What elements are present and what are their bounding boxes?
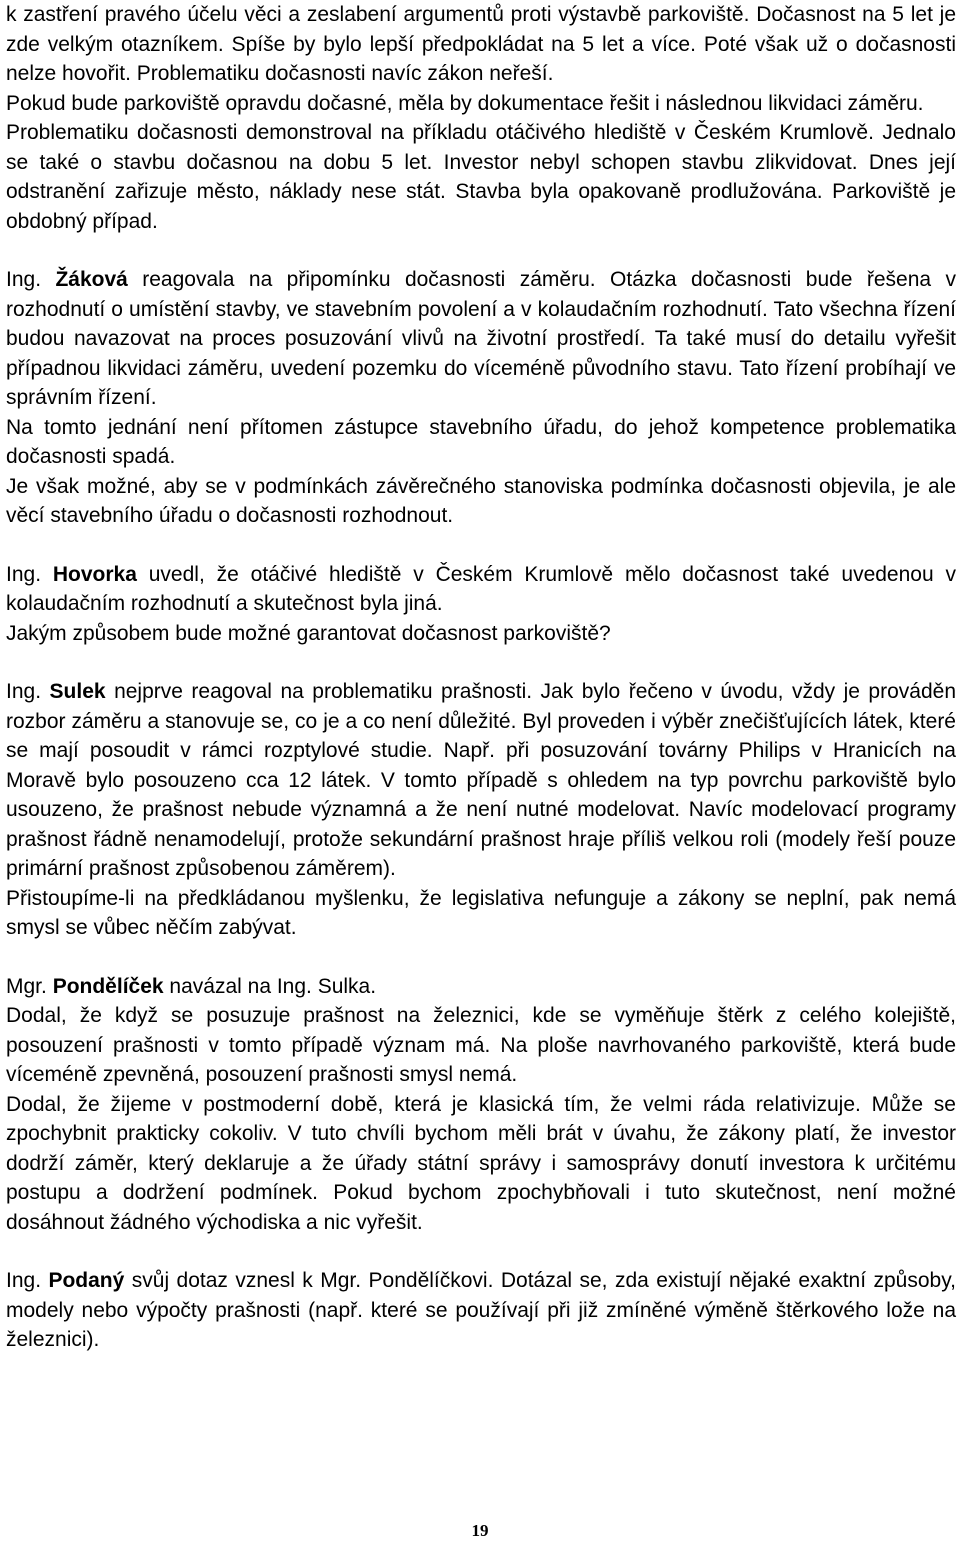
paragraph-sulek [6,677,956,943]
speaker-statement [6,1266,956,1355]
speaker-name: Žáková [55,268,128,291]
paragraph-zakova [6,265,956,531]
statement-text: uvedl, že otáčivé hlediště v Českém Krumlově mělo dočasnost také uvedenou v kolaudačním rozhodnutí a skutečnost byla jiná. [6,562,956,615]
page-number: 19 [471,1521,489,1540]
speaker-statement [6,972,956,1002]
speaker-title: Ing. [6,680,42,703]
text-line: Dodal, že když se posuzuje prašnost na železnici, kde se vyměňuje štěrk z celého kolejiště, posouzení prašnosti v tomto případě význam má. Na ploše navrhovaného parkoviště, která bude víceméně zpevněná, posouzení prašnosti smysl nemá. [6,1004,956,1086]
speaker-name: Podaný [48,1269,125,1292]
text-line: Problematiku dočasnosti demonstroval na příkladu otáčivého hlediště v Českém Krumlově. Jednalo se také o stavbu dočasnou na dobu 5 let. Investor nebyl schopen stavbu zlikvidovat. Dnes její odstranění zařizuje město, náklady nese stát. Stavba byla opakovaně prodlužována. Parkoviště je obdobný případ. [6,121,956,233]
statement-text: nejprve reagoval na problematiku prašnosti. Jak bylo řečeno v úvodu, vždy je prováděn rozbor záměru a stanovuje se, co je a co není důležité. Byl proveden i výběr znečišťujících látek, které se mají posoudit v rámci rozptylové studie. Např. při posuzování továrny Philips v Hranicích na Moravě bylo posouzeno cca 12 látek. V tomto případě s ohledem na typ povrchu parkoviště bylo usouzeno, že prašnost nebude významná a že není nutné modelovat. Navíc modelovací programy prašnost řádně nenamodelují, protože sekundární prašnost hraje příliš velkou roli (modely řeší pouze primární prašnost způsobenou záměrem). [6,680,957,880]
text-line: Dodal, že žijeme v postmoderní době, která je klasická tím, že velmi ráda relativizuje. Může se zpochybnit prakticky cokoliv. V tuto chvíli bychom měli brát v úvahu, že zákony platí, že investor dodrží záměr, který deklaruje a že úřady státní správy i samosprávy donutí investora k určitému postupu a dodržení podmínek. Pokud bychom zpochybňovali i tuto skutečnost, není možné dosáhnout žádného východiska a nic vyřešit. [6,1092,956,1234]
text-line: Jakým způsobem bude možné garantovat dočasnost parkoviště? [6,621,611,645]
paragraph-pondelicek [6,972,956,1238]
statement-text: svůj dotaz vznesl k Mgr. Pondělíčkovi. Dotázal se, zda existují nějaké exaktní způsoby, modely nebo výpočty prašnosti (např. které se používají při již zmíněné výměně štěrkového lože na železnici). [6,1269,956,1351]
speaker-statement [6,677,956,884]
paragraph-hovorka [6,560,956,649]
speaker-title: Mgr. [6,974,47,998]
statement-text: reagovala na připomínku dočasnosti záměru. Otázka dočasnosti bude řešena v rozhodnutí o umístění stavby, ve stavebním povolení a v kolaudačním rozhodnutí. Tato všechna řízení budou navazovat na proces posuzování vlivů na životní prostředí. Ta také musí do detailu vyřešit případnou likvidaci záměru, uvedení pozemku do víceméně původního stavu. Tato řízení probíhají ve správním řízení. [6,268,957,409]
text-line: Pokud bude parkoviště opravdu dočasné, měla by dokumentace řešit i následnou likvidaci záměru. [6,91,924,115]
speaker-title: Ing. [6,268,42,291]
speaker-title: Ing. [6,1269,42,1292]
statement-text: navázal na Ing. Sulka. [169,974,377,998]
text-line: Je však možné, aby se v podmínkách závěrečného stanoviska podmínka dočasnosti objevila, je ale věcí stavebního úřadu o dočasnosti rozhodnout. [6,474,956,527]
speaker-name: Hovorka [52,562,137,586]
text-line: Na tomto jednání není přítomen zástupce stavebního úřadu, do jehož kompetence problematika dočasnosti spadá. [6,415,956,468]
paragraph-intro [6,0,956,236]
speaker-title: Ing. [6,562,42,586]
speaker-name: Pondělíček [52,974,164,998]
text-line: k zastření pravého účelu věci a zeslabení argumentů proti výstavbě parkoviště. Dočasnost na 5 let je zde velkým otazníkem. Spíše by bylo lepší předpokládat na 5 let a více. Poté však už o dočasnosti nelze hovořit. Problematiku dočasnosti navíc zákon neřeší. [6,3,956,85]
speaker-name: Sulek [49,680,106,703]
speaker-statement [6,265,956,413]
speaker-statement [6,560,956,619]
text-line: Přistoupíme-li na předkládanou myšlenku, že legislativa nefunguje a zákony se neplní, pak nemá smysl se vůbec něčím zabývat. [6,886,956,939]
paragraph-podany [6,1266,956,1355]
